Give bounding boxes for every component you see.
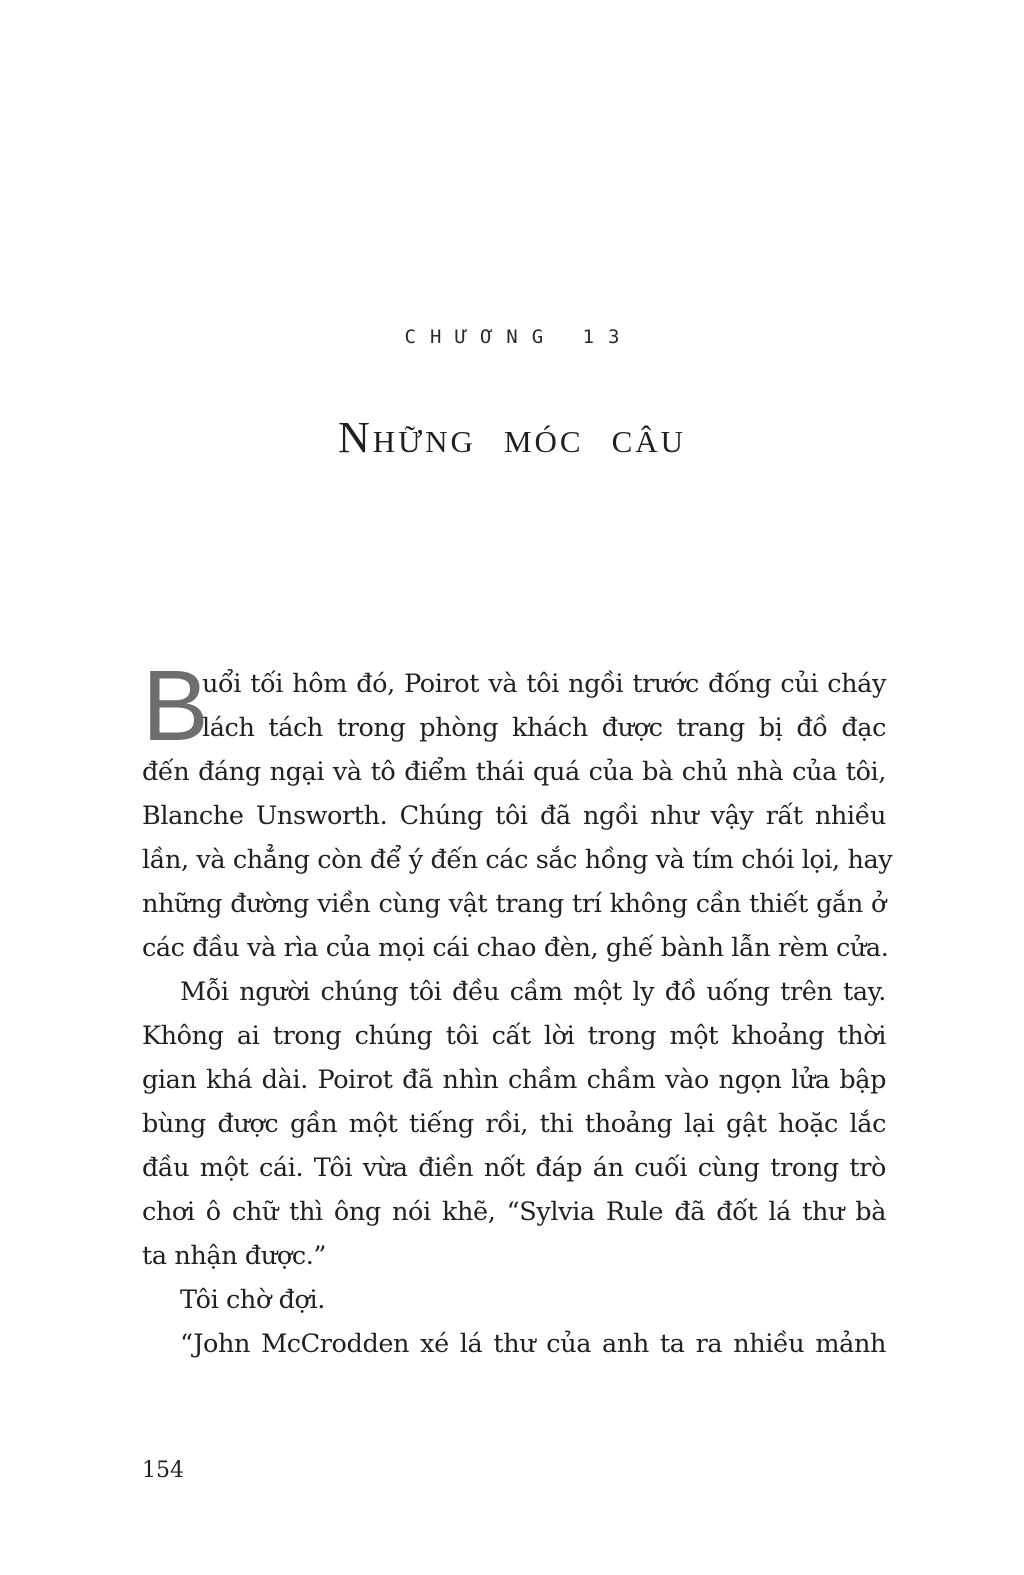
- paragraph-4: [142, 1322, 886, 1366]
- text-line: Không ai trong chúng tôi cất lời trong một khoảng thời: [142, 1021, 886, 1051]
- page-number: 154: [142, 1458, 184, 1483]
- text-line: chơi ô chữ thì ông nói khẽ, “Sylvia Rule đã đốt lá thư bà: [142, 1197, 886, 1227]
- text-line: đầu một cái. Tôi vừa điền nốt đáp án cuối cùng trong trò: [142, 1153, 886, 1183]
- text-line: bùng được gần một tiếng rồi, thi thoảng lại gật hoặc lắc: [142, 1109, 886, 1139]
- paragraph-2: [142, 970, 886, 1278]
- paragraph-3: [142, 1278, 886, 1322]
- chapter-body: [142, 650, 893, 1366]
- text-line: lách tách trong phòng khách được trang bị đồ đạc: [202, 713, 886, 743]
- chapter-title: Những móc câu: [337, 413, 687, 462]
- text-line: ta nhận được.”: [142, 1241, 327, 1271]
- text-line: gian khá dài. Poirot đã nhìn chầm chầm vào ngọn lửa bập: [142, 1065, 886, 1095]
- text-line: lần, và chẳng còn để ý đến các sắc hồng và tím chói lọi, hay: [142, 845, 893, 875]
- text-line: “John McCrodden xé lá thư của anh ta ra nhiều mảnh: [180, 1329, 886, 1359]
- drop-cap: B: [142, 650, 209, 762]
- text-line: Blanche Unsworth. Chúng tôi đã ngồi như vậy rất nhiều: [142, 801, 886, 831]
- opening-paragraph: [142, 650, 893, 970]
- text-line: các đầu và rìa của mọi cái chao đèn, ghế bành lẫn rèm cửa.: [142, 933, 889, 963]
- text-line: đến đáng ngại và tô điểm thái quá của bà chủ nhà của tôi,: [142, 757, 886, 787]
- text-line: uổi tối hôm đó, Poirot và tôi ngồi trước đống củi cháy: [202, 669, 886, 699]
- text-line: Tôi chờ đợi.: [180, 1285, 325, 1315]
- text-line: những đường viền cùng vật trang trí không cần thiết gắn ở: [142, 889, 886, 919]
- text-line: Mỗi người chúng tôi đều cầm một ly đồ uống trên tay.: [180, 977, 886, 1007]
- chapter-label: CHƯƠNG 13: [404, 326, 634, 348]
